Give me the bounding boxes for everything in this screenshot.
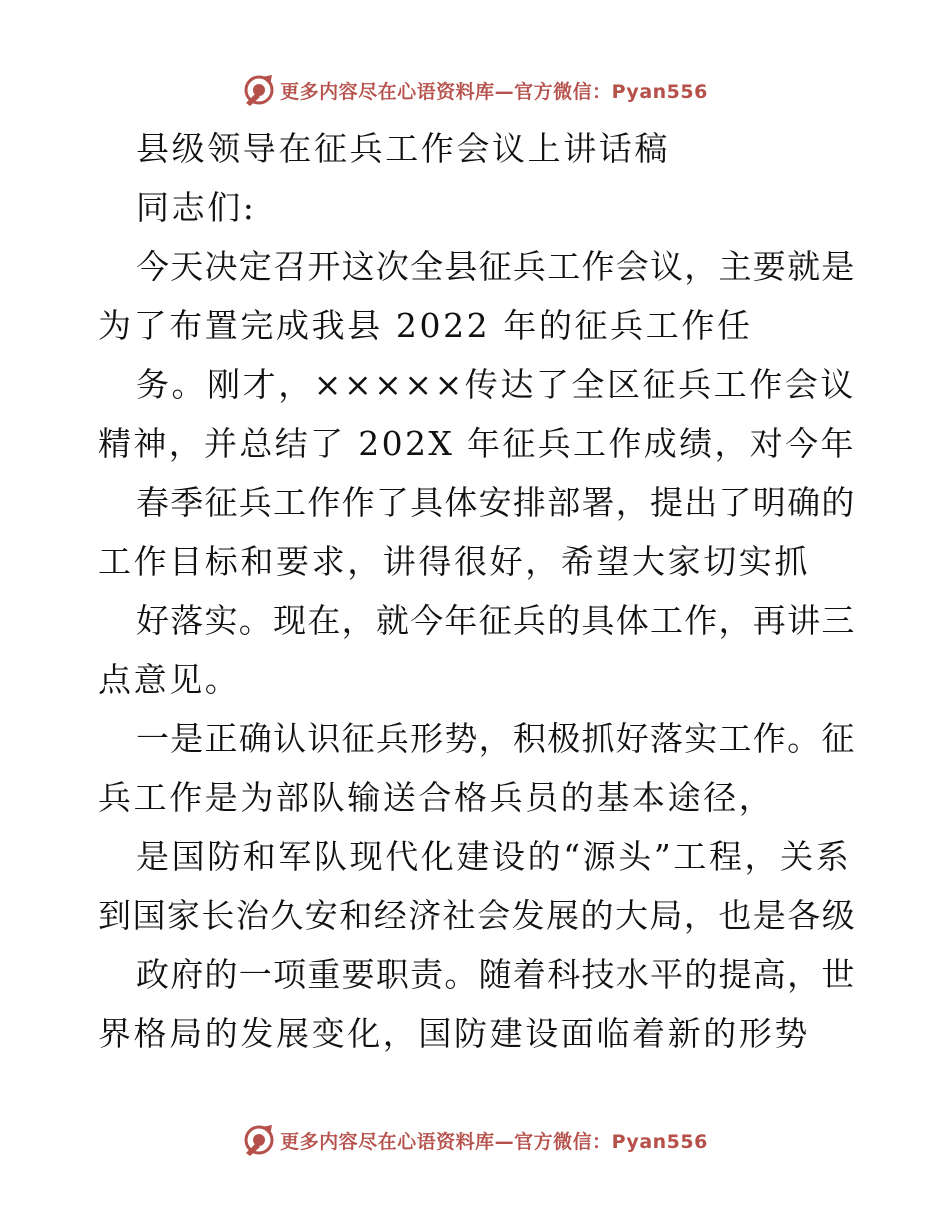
text-line: 是国防和军队现代化建设的“源头”工程，关系 [136, 837, 852, 876]
text-line: 兵工作是为部队输送合格兵员的基本途径， [98, 778, 775, 817]
text-line: 好落实。现在，就今年征兵的具体工作，再讲三 [136, 601, 856, 640]
text-line: 为了布置完成我县 2022 年的征兵工作任 [98, 306, 753, 345]
text-line: 点意见。 [98, 660, 241, 699]
pen-in-circle-icon [242, 1123, 276, 1157]
text-line: 界格局的发展变化，国防建设面临着新的形势 [98, 1014, 810, 1053]
document-title: 县级领导在征兵工作会议上讲话稿 [136, 129, 670, 168]
text-line: 到国家长治久安和经济社会发展的大局，也是各级 [98, 896, 857, 935]
text-line: 今天决定召开这次全县征兵工作会议，主要就是 [136, 247, 856, 286]
text-line: 工作目标和要求，讲得很好，希望大家切实抓 [98, 542, 810, 581]
text-line: 政府的一项重要职责。随着科技水平的提高，世 [136, 955, 856, 994]
text-line: 一是正确认识征兵形势，积极抓好落实工作。征 [136, 719, 856, 758]
watermark-text: 更多内容尽在心语资料库—官方微信：Pyan556 [280, 1130, 708, 1153]
text-line: 精神，并总结了 202X 年征兵工作成绩，对今年 [98, 424, 856, 463]
watermark-text: 更多内容尽在心语资料库—官方微信：Pyan556 [280, 80, 708, 103]
text-line: 务。刚才，×××××传达了全区征兵工作会议 [136, 365, 856, 404]
text-line: 同志们: [136, 188, 257, 227]
text-line: 春季征兵工作作了具体安排部署，提出了明确的 [136, 483, 856, 522]
watermark-banner-bottom [0, 1118, 950, 1162]
